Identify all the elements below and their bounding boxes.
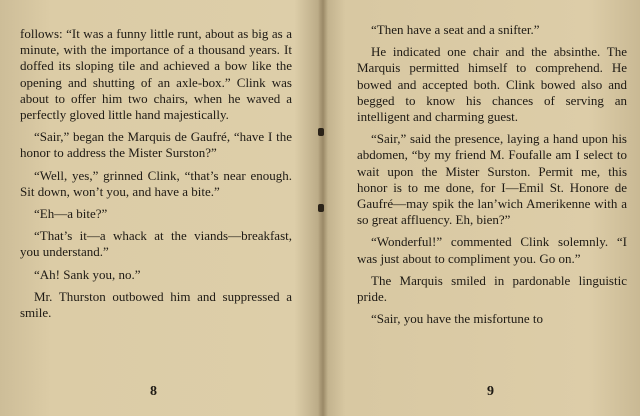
paragraph: “Then have a seat and a snifter.”: [371, 22, 540, 37]
paragraph: Mr. Thurston outbowed him and suppressed a smile.: [20, 288, 292, 321]
left-page-text: [20, 26, 292, 327]
page-number: 8: [150, 384, 157, 399]
paragraph: “Sair,” began the Marquis de Gaufré, “have I the honor to address the Mister Surston?”: [20, 129, 292, 161]
paragraph: “Sair, you have the misfortune to: [371, 311, 544, 327]
right-page-text: [357, 22, 627, 333]
page-number: 9: [487, 384, 494, 399]
paragraph: “Eh—a bite?”: [34, 206, 108, 222]
paragraph: follows: “It was a funny little runt, about as big as a minute, with the importance of a thousand years. It doffed its sloping tile and achieved a bow like the opening and shutting of an axle-box.” Clink was about to offer him two chairs, when he waved a perfectly gloved little hand majestically.: [20, 26, 292, 123]
paragraph: “Wonderful!” commented Clink solemnly. “I was just about to compliment you. Go on.”: [357, 234, 627, 266]
paragraph: He indicated one chair and the absinthe. The Marquis permitted himself to comprehend. He bowed and accepted both. Clink bowed also and begged to know his chances of serving an intelligent and charming guest.: [357, 44, 627, 125]
paragraph: “Well, yes,” grinned Clink, “that’s near enough. Sit down, won’t you, and have a bite.”: [20, 167, 292, 199]
paragraph: “Sair,” said the presence, laying a hand upon his abdomen, “by my friend M. Foufalle am I select to wait upon the Mister Surston. Permit me, this honor is to me done, for I—Emil St. Honore de Gaufré—may spik the lan’wich Amerikenne with a so great affluency. Eh, bien?”: [357, 131, 627, 228]
right-page: [327, 0, 640, 416]
paragraph: The Marquis smiled in pardonable linguistic pride.: [357, 272, 627, 305]
paragraph: “Ah! Sank you, no.”: [34, 266, 141, 282]
paragraph: “That’s it—a whack at the viands—breakfast, you understand.”: [20, 228, 292, 260]
